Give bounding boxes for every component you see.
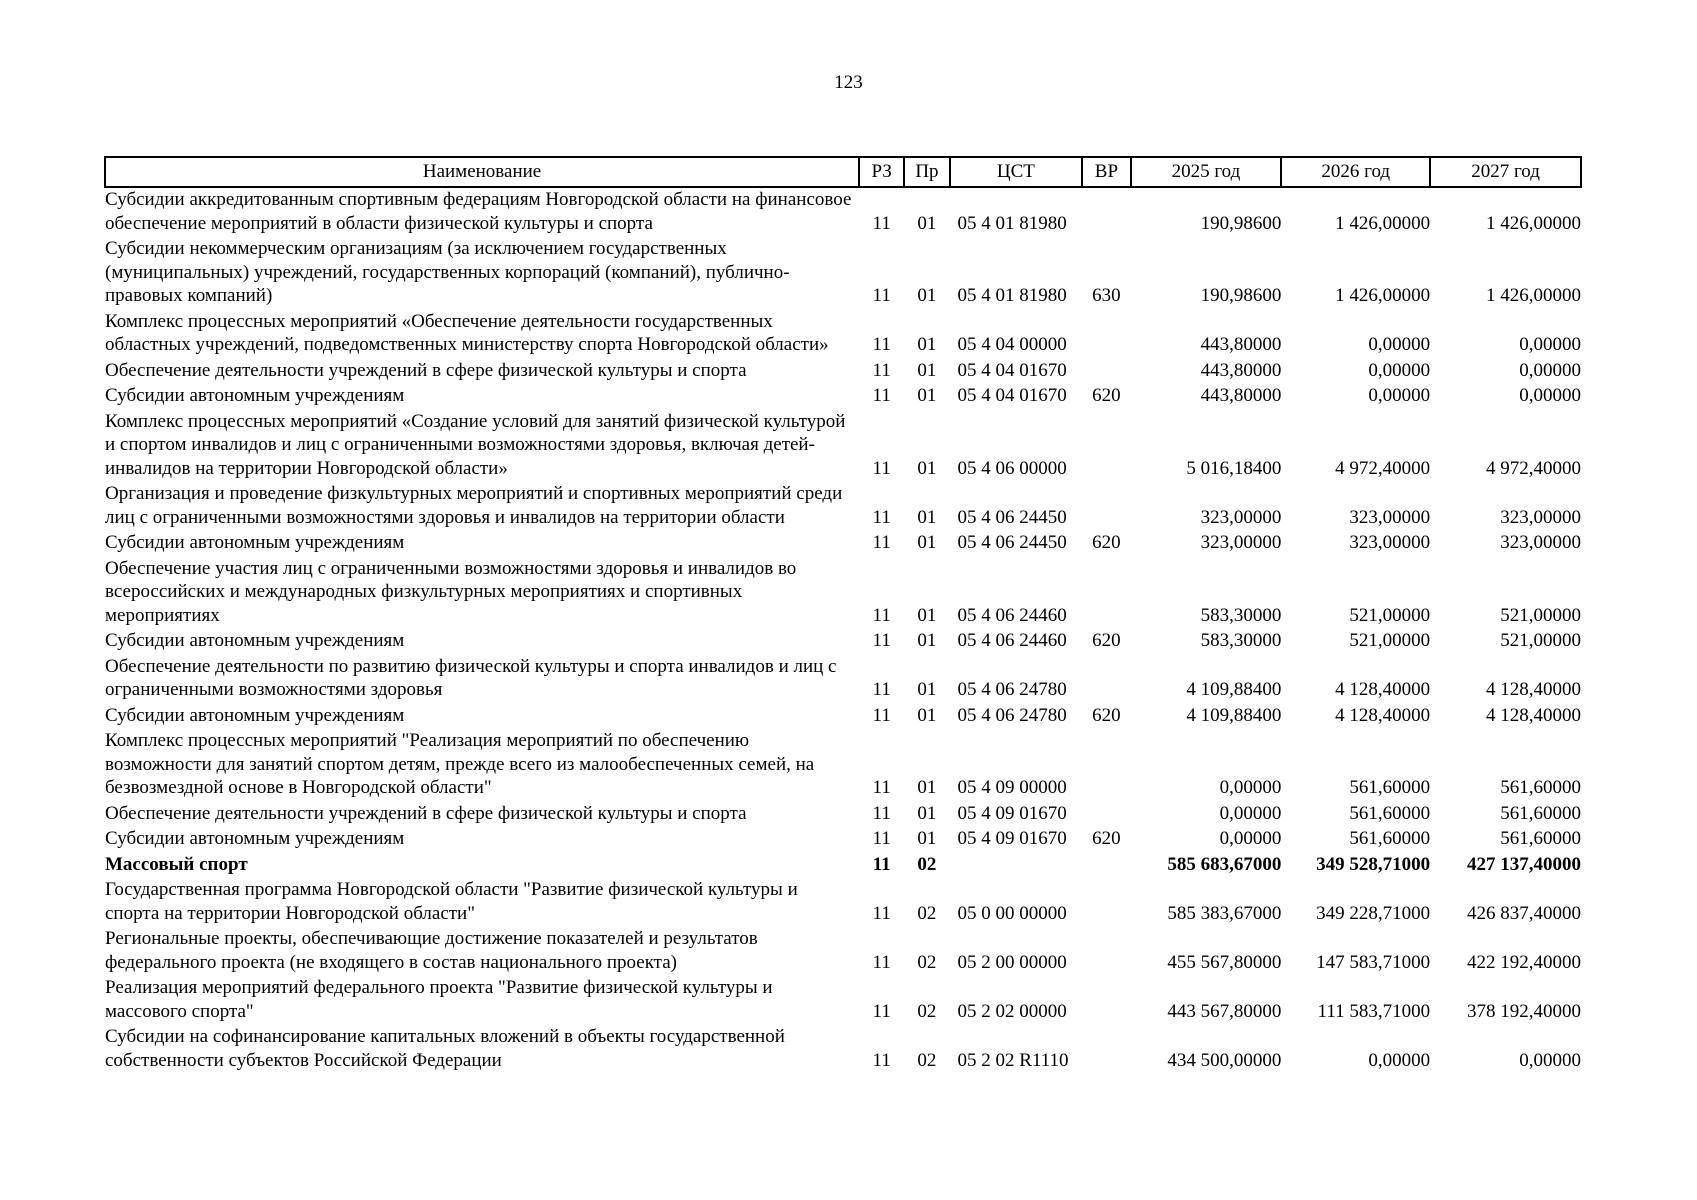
- row-2027: 426 837,40000: [1467, 902, 1581, 924]
- row-rz: 11: [872, 604, 891, 626]
- row-vr: [1082, 853, 1130, 879]
- row-vr: [1082, 1025, 1130, 1074]
- row-rz: 11: [872, 828, 891, 849]
- row-2027: 0,00000: [1519, 1049, 1581, 1071]
- row-2026: 4 128,40000: [1335, 679, 1431, 700]
- row-cst: [950, 853, 1083, 879]
- row-rz: 11: [872, 1000, 891, 1022]
- row-pr: 01: [917, 212, 937, 234]
- row-2025: 190,98600: [1200, 285, 1282, 306]
- row-2027: 521,00000: [1500, 604, 1581, 626]
- row-2025: 443,80000: [1200, 334, 1282, 355]
- row-2025: 455 567,80000: [1167, 951, 1282, 973]
- row-name: Комплекс процессных мероприятий «Создание условий для занятий физической культурой и спортом инвалидов и лиц с ограниченными возможностями здоровья, включая детей-инвалидов на территории Новгородской области»: [105, 410, 846, 479]
- row-name: Комплекс процессных мероприятий "Реализация мероприятий по обеспечению возможности для занятий спортом детям, прежде всего из малообеспеченных семей, на безвозмездной основе в Новгородской области": [105, 730, 815, 798]
- row-rz: 11: [872, 532, 891, 553]
- table-row: [105, 237, 1581, 310]
- row-pr: 02: [917, 853, 937, 875]
- row-vr: [1082, 927, 1130, 976]
- row-2027: 1 426,00000: [1486, 212, 1581, 234]
- row-rz: 11: [872, 679, 891, 700]
- table-row: [105, 729, 1581, 802]
- row-cst: 05 4 06 24780: [957, 704, 1067, 726]
- row-pr: 01: [917, 630, 937, 651]
- row-pr: 01: [917, 679, 937, 700]
- row-2025: 5 016,18400: [1186, 457, 1282, 479]
- row-name: Региональные проекты, обеспечивающие достижение показателей и результатов федерального проекта (не входящего в состав национального проекта): [105, 928, 758, 973]
- header-pr: Пр: [904, 157, 949, 187]
- row-2025: 585 383,67000: [1167, 902, 1282, 924]
- row-2025: 4 109,88400: [1186, 704, 1282, 726]
- row-2027: 0,00000: [1519, 359, 1581, 381]
- row-name: Массовый спорт: [105, 853, 248, 875]
- row-2027: 521,00000: [1500, 630, 1581, 651]
- row-cst: 05 2 02 00000: [957, 1000, 1067, 1022]
- row-2025: 443,80000: [1200, 385, 1282, 406]
- row-pr: 01: [917, 334, 937, 355]
- row-pr: 01: [917, 828, 937, 849]
- row-name: Субсидии автономным учреждениям: [105, 828, 405, 849]
- row-2027: 561,60000: [1500, 802, 1581, 824]
- row-rz: 11: [872, 777, 891, 798]
- row-2027: 0,00000: [1519, 385, 1581, 406]
- row-name: Обеспечение деятельности по развитию физической культуры и спорта инвалидов и лиц с ограниченными возможностями здоровья: [105, 655, 837, 700]
- row-cst: 05 2 00 00000: [957, 951, 1067, 973]
- row-name: Обеспечение деятельности учреждений в сфере физической культуры и спорта: [105, 802, 747, 824]
- row-rz: 11: [872, 285, 891, 306]
- row-cst: 05 4 06 00000: [957, 457, 1067, 479]
- header-name: Наименование: [105, 157, 859, 187]
- row-vr: [1082, 310, 1130, 359]
- row-cst: 05 0 00 00000: [957, 902, 1067, 924]
- row-pr: 01: [917, 506, 937, 528]
- row-rz: 11: [872, 951, 891, 973]
- row-vr: [1082, 802, 1130, 828]
- table-row: [105, 1025, 1581, 1074]
- table-row: [105, 384, 1581, 410]
- row-2025: 4 109,88400: [1186, 679, 1282, 700]
- row-rz: 11: [872, 506, 891, 528]
- header-2026: 2026 год: [1281, 157, 1430, 187]
- table-row: [105, 187, 1581, 237]
- row-pr: 02: [917, 1049, 937, 1071]
- row-vr: [1082, 878, 1130, 927]
- row-vr: [1082, 976, 1130, 1025]
- row-2025: 0,00000: [1219, 777, 1282, 798]
- row-2026: 323,00000: [1349, 506, 1431, 528]
- row-vr: [1082, 557, 1130, 630]
- row-pr: 01: [917, 704, 937, 726]
- row-rz: 11: [872, 853, 891, 875]
- row-2026: 561,60000: [1349, 828, 1431, 849]
- row-2027: 422 192,40000: [1467, 951, 1581, 973]
- table-row: [105, 359, 1581, 385]
- table-row: [105, 531, 1581, 557]
- row-rz: 11: [872, 457, 891, 479]
- row-name: Субсидии некоммерческим организациям (за исключением государственных (муниципальных) учреждений, государственных корпораций (компаний), публично-правовых компаний): [105, 238, 790, 306]
- row-2026: 4 128,40000: [1335, 704, 1431, 726]
- table-row: [105, 629, 1581, 655]
- row-rz: 11: [872, 334, 891, 355]
- table-row: [105, 827, 1581, 853]
- row-rz: 11: [872, 1049, 891, 1071]
- row-cst: 05 4 06 24450: [957, 506, 1067, 528]
- row-2026: 111 583,71000: [1317, 1000, 1431, 1022]
- row-rz: 11: [872, 630, 891, 651]
- row-name: Субсидии на софинансирование капитальных вложений в объекты государственной собственности субъектов Российской Федерации: [105, 1026, 785, 1071]
- row-2026: 349 528,71000: [1316, 853, 1431, 875]
- row-name: Государственная программа Новгородской области "Развитие физической культуры и спорта на территории Новгородской области": [105, 879, 798, 924]
- row-name: Комплекс процессных мероприятий «Обеспечение деятельности государственных областных учреждений, подведомственных министерству спорта Новгородской области»: [105, 310, 829, 355]
- row-pr: 02: [917, 951, 937, 973]
- row-cst: 05 4 04 01670: [957, 385, 1067, 406]
- row-rz: 11: [872, 704, 891, 726]
- row-2025: 583,30000: [1200, 604, 1282, 626]
- row-vr: [1082, 482, 1130, 531]
- header-rz: РЗ: [859, 157, 904, 187]
- row-2026: 4 972,40000: [1335, 457, 1431, 479]
- row-2026: 147 583,71000: [1316, 951, 1431, 973]
- table-row: [105, 704, 1581, 730]
- table-body: [105, 187, 1581, 1074]
- row-pr: 01: [917, 359, 937, 381]
- row-vr: [1082, 187, 1130, 237]
- row-2025: 434 500,00000: [1167, 1049, 1282, 1071]
- row-cst: 05 4 04 00000: [957, 334, 1067, 355]
- row-2026: 1 426,00000: [1335, 212, 1431, 234]
- table-row: [105, 557, 1581, 630]
- row-pr: 01: [917, 777, 937, 798]
- row-2027: 4 972,40000: [1486, 457, 1581, 479]
- row-name: Субсидии автономным учреждениям: [105, 385, 405, 406]
- row-name: Субсидии автономным учреждениям: [105, 704, 405, 726]
- row-rz: 11: [872, 359, 891, 381]
- row-2026: 561,60000: [1349, 802, 1431, 824]
- row-cst: 05 2 02 R1110: [957, 1049, 1069, 1071]
- table-row: [105, 310, 1581, 359]
- row-vr: [1082, 410, 1130, 483]
- row-2026: 323,00000: [1349, 532, 1431, 553]
- row-name: Организация и проведение физкультурных мероприятий и спортивных мероприятий среди лиц с ограниченными возможностями здоровья и инвалидов на территории области: [105, 483, 843, 528]
- table-row: [105, 410, 1581, 483]
- table-row: [105, 655, 1581, 704]
- row-2026: 0,00000: [1368, 1049, 1431, 1071]
- table-header-row: [105, 157, 1581, 187]
- row-2027: 4 128,40000: [1486, 704, 1581, 726]
- row-2026: 521,00000: [1349, 630, 1431, 651]
- row-cst: 05 4 01 81980: [957, 285, 1067, 306]
- row-pr: 01: [917, 385, 937, 406]
- row-pr: 01: [917, 604, 937, 626]
- header-cst: ЦСТ: [950, 157, 1083, 187]
- row-2026: 0,00000: [1368, 359, 1431, 381]
- header-vr: ВР: [1082, 157, 1130, 187]
- table-row: [105, 482, 1581, 531]
- row-vr: [1082, 655, 1130, 704]
- row-2027: 378 192,40000: [1467, 1000, 1581, 1022]
- row-2026: 1 426,00000: [1335, 285, 1431, 306]
- header-2025: 2025 год: [1131, 157, 1282, 187]
- row-pr: 01: [917, 457, 937, 479]
- row-cst: 05 4 09 00000: [957, 777, 1067, 798]
- row-pr: 02: [917, 902, 937, 924]
- row-pr: 01: [917, 532, 937, 553]
- row-2027: 323,00000: [1500, 506, 1581, 528]
- row-2025: 443,80000: [1200, 359, 1282, 381]
- row-2027: 1 426,00000: [1486, 285, 1581, 306]
- row-pr: 01: [917, 285, 937, 306]
- row-vr: 630: [1092, 285, 1121, 306]
- row-2026: 0,00000: [1368, 334, 1431, 355]
- row-cst: 05 4 06 24450: [957, 532, 1067, 553]
- table-row: [105, 802, 1581, 828]
- row-rz: 11: [872, 902, 891, 924]
- row-name: Обеспечение деятельности учреждений в сфере физической культуры и спорта: [105, 359, 747, 381]
- row-cst: 05 4 06 24780: [957, 679, 1067, 700]
- row-2026: 0,00000: [1368, 385, 1431, 406]
- row-2025: 190,98600: [1200, 212, 1282, 234]
- row-rz: 11: [872, 802, 891, 824]
- row-2025: 585 683,67000: [1167, 853, 1282, 875]
- row-2025: 0,00000: [1219, 828, 1282, 849]
- row-vr: [1082, 359, 1130, 385]
- row-2027: 427 137,40000: [1467, 853, 1581, 875]
- row-2026: 561,60000: [1349, 777, 1431, 798]
- table-row: [105, 853, 1581, 879]
- row-vr: 620: [1092, 630, 1121, 651]
- budget-table: [104, 156, 1582, 1074]
- row-2025: 583,30000: [1200, 630, 1282, 651]
- row-cst: 05 4 06 24460: [957, 630, 1067, 651]
- row-2027: 323,00000: [1500, 532, 1581, 553]
- row-2027: 0,00000: [1519, 334, 1581, 355]
- row-cst: 05 4 04 01670: [957, 359, 1067, 381]
- row-vr: 620: [1092, 385, 1121, 406]
- row-vr: 620: [1092, 532, 1121, 553]
- row-2026: 521,00000: [1349, 604, 1431, 626]
- row-2027: 4 128,40000: [1486, 679, 1581, 700]
- row-vr: [1082, 729, 1130, 802]
- row-2025: 323,00000: [1200, 506, 1282, 528]
- row-name: Обеспечение участия лиц с ограниченными возможностями здоровья и инвалидов во всероссийских и международных физкультурных мероприятиях и спортивных мероприятиях: [105, 557, 797, 626]
- table-row: [105, 927, 1581, 976]
- row-cst: 05 4 09 01670: [957, 828, 1067, 849]
- row-cst: 05 4 01 81980: [957, 212, 1067, 234]
- row-name: Реализация мероприятий федерального проекта "Развитие физической культуры и массового спорта": [105, 977, 773, 1022]
- row-2027: 561,60000: [1500, 777, 1581, 798]
- page-number: 123: [834, 72, 863, 93]
- row-pr: 01: [917, 802, 937, 824]
- header-2027: 2027 год: [1430, 157, 1581, 187]
- row-pr: 02: [917, 1000, 937, 1022]
- row-vr: 620: [1092, 828, 1121, 849]
- row-name: Субсидии автономным учреждениям: [105, 532, 405, 553]
- table-row: [105, 878, 1581, 927]
- table-row: [105, 976, 1581, 1025]
- row-2025: 323,00000: [1200, 532, 1282, 553]
- row-rz: 11: [872, 212, 891, 234]
- row-cst: 05 4 06 24460: [957, 604, 1067, 626]
- row-2025: 443 567,80000: [1167, 1000, 1282, 1022]
- row-rz: 11: [872, 385, 891, 406]
- row-cst: 05 4 09 01670: [957, 802, 1067, 824]
- row-2026: 349 228,71000: [1316, 902, 1431, 924]
- row-2027: 561,60000: [1500, 828, 1581, 849]
- row-2025: 0,00000: [1219, 802, 1282, 824]
- row-name: Субсидии автономным учреждениям: [105, 630, 405, 651]
- row-vr: 620: [1092, 704, 1121, 726]
- row-name: Субсидии аккредитованным спортивным федерациям Новгородской области на финансовое обеспечение мероприятий в области физической культуры и спорта: [105, 189, 852, 234]
